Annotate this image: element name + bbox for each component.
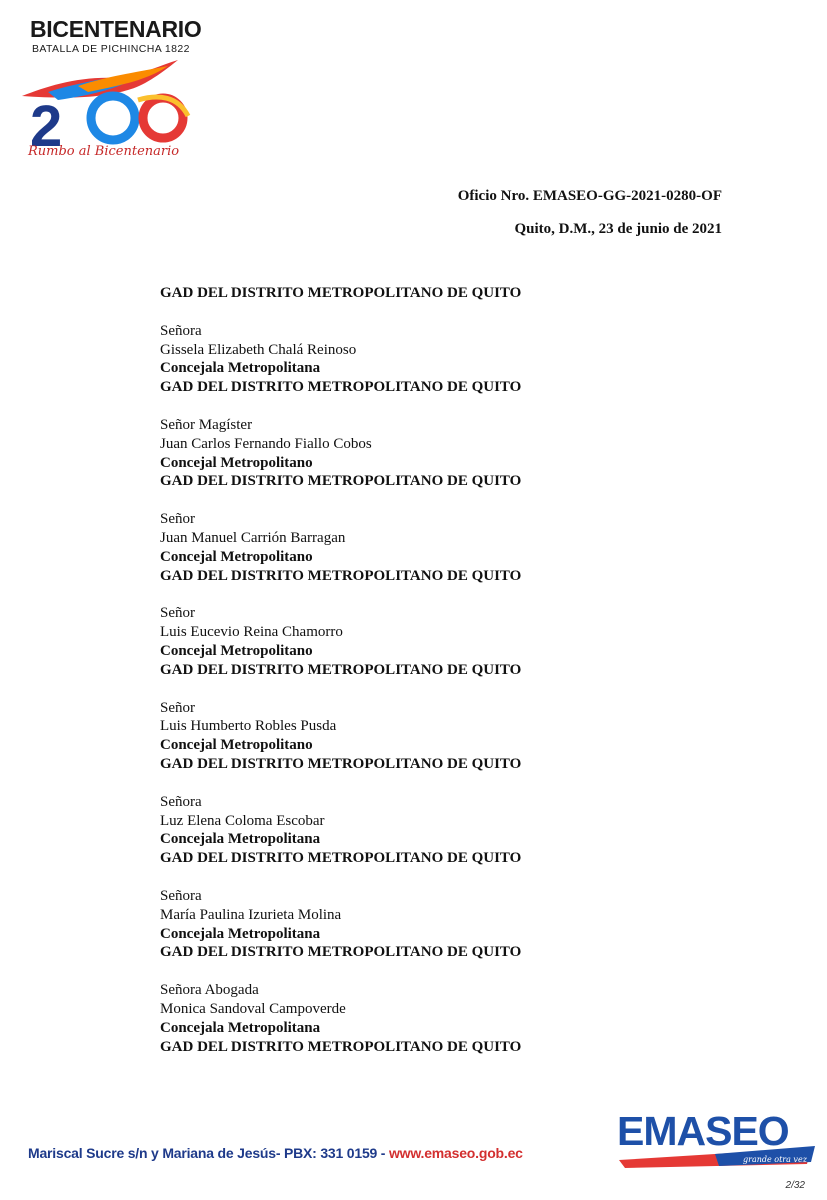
recipient bbox=[160, 604, 720, 679]
recipient-name: Monica Sandoval Campoverde bbox=[160, 1000, 346, 1017]
recipient-name: Luz Elena Coloma Escobar bbox=[160, 812, 325, 829]
emaseo-logo bbox=[615, 1108, 820, 1170]
organization-heading: GAD DEL DISTRITO METROPOLITANO DE QUITO bbox=[160, 285, 522, 301]
recipient-org: GAD DEL DISTRITO METROPOLITANO DE QUITO bbox=[160, 944, 522, 961]
recipient-salutation: Señora bbox=[160, 793, 202, 810]
recipient-org: GAD DEL DISTRITO METROPOLITANO DE QUITO bbox=[160, 661, 522, 678]
recipient-org: GAD DEL DISTRITO METROPOLITANO DE QUITO bbox=[160, 755, 522, 772]
emaseo-tagline: grande otra vez bbox=[743, 1155, 807, 1164]
footer-address-text: Mariscal Sucre s/n y Mariana de Jesús- PBX: 331 0159 - bbox=[28, 1145, 389, 1161]
recipient-name: Juan Manuel Carrión Barragan bbox=[160, 529, 346, 546]
footer-address bbox=[28, 1145, 523, 1161]
bicentenario-logo bbox=[18, 16, 202, 166]
recipient-name: María Paulina Izurieta Molina bbox=[160, 906, 342, 923]
recipient-role: Concejal Metropolitano bbox=[160, 454, 313, 471]
recipient bbox=[160, 981, 720, 1056]
recipient-role: Concejala Metropolitana bbox=[160, 360, 321, 377]
recipient-salutation: Señora Abogada bbox=[160, 982, 259, 999]
recipient bbox=[160, 793, 720, 868]
recipient-name: Juan Carlos Fernando Fiallo Cobos bbox=[160, 435, 372, 452]
footer-website-link[interactable]: www.emaseo.gob.ec bbox=[388, 1145, 523, 1161]
recipient-role: Concejala Metropolitana bbox=[160, 925, 321, 942]
recipient-salutation: Señora bbox=[160, 887, 202, 904]
recipient-role: Concejal Metropolitano bbox=[160, 642, 313, 659]
recipient-org: GAD DEL DISTRITO METROPOLITANO DE QUITO bbox=[160, 567, 522, 584]
recipient-salutation: Señora bbox=[160, 322, 202, 339]
recipient bbox=[160, 510, 720, 585]
recipient-salutation: Señor bbox=[160, 699, 195, 716]
recipient-org: GAD DEL DISTRITO METROPOLITANO DE QUITO bbox=[160, 1038, 522, 1055]
recipient bbox=[160, 416, 720, 491]
bicentenario-200-emblem bbox=[18, 56, 193, 151]
svg-text:2: 2 bbox=[30, 94, 63, 151]
logo-script: Rumbo al Bicentenario bbox=[28, 144, 180, 159]
recipient-role: Concejal Metropolitano bbox=[160, 737, 313, 754]
recipient-salutation: Señor Magíster bbox=[160, 416, 253, 433]
document-date: Quito, D.M., 23 de junio de 2021 bbox=[514, 221, 722, 237]
logo-subtitle: BATALLA DE PICHINCHA 1822 bbox=[32, 43, 190, 55]
recipient-role: Concejal Metropolitano bbox=[160, 548, 313, 565]
logo-title: BICENTENARIO bbox=[30, 16, 202, 42]
recipient bbox=[160, 322, 720, 397]
recipient-org: GAD DEL DISTRITO METROPOLITANO DE QUITO bbox=[160, 473, 522, 490]
recipient-org: GAD DEL DISTRITO METROPOLITANO DE QUITO bbox=[160, 850, 522, 867]
recipient-org: GAD DEL DISTRITO METROPOLITANO DE QUITO bbox=[160, 379, 522, 396]
recipient bbox=[160, 699, 720, 774]
recipient-name: Gissela Elizabeth Chalá Reinoso bbox=[160, 341, 357, 358]
recipient-role: Concejala Metropolitana bbox=[160, 831, 321, 848]
recipient-role: Concejala Metropolitana bbox=[160, 1019, 321, 1036]
recipient-block bbox=[160, 284, 720, 1075]
recipient-name: Luis Humberto Robles Pusda bbox=[160, 718, 337, 735]
emaseo-brand: EMASEO bbox=[617, 1108, 789, 1154]
recipient-salutation: Señor bbox=[160, 605, 195, 622]
recipient-name: Luis Eucevio Reina Chamorro bbox=[160, 624, 343, 641]
recipient bbox=[160, 887, 720, 962]
oficio-number: Oficio Nro. EMASEO-GG-2021-0280-OF bbox=[457, 188, 722, 204]
page-number: 2/32 bbox=[785, 1180, 805, 1191]
recipient-salutation: Señor bbox=[160, 511, 195, 528]
